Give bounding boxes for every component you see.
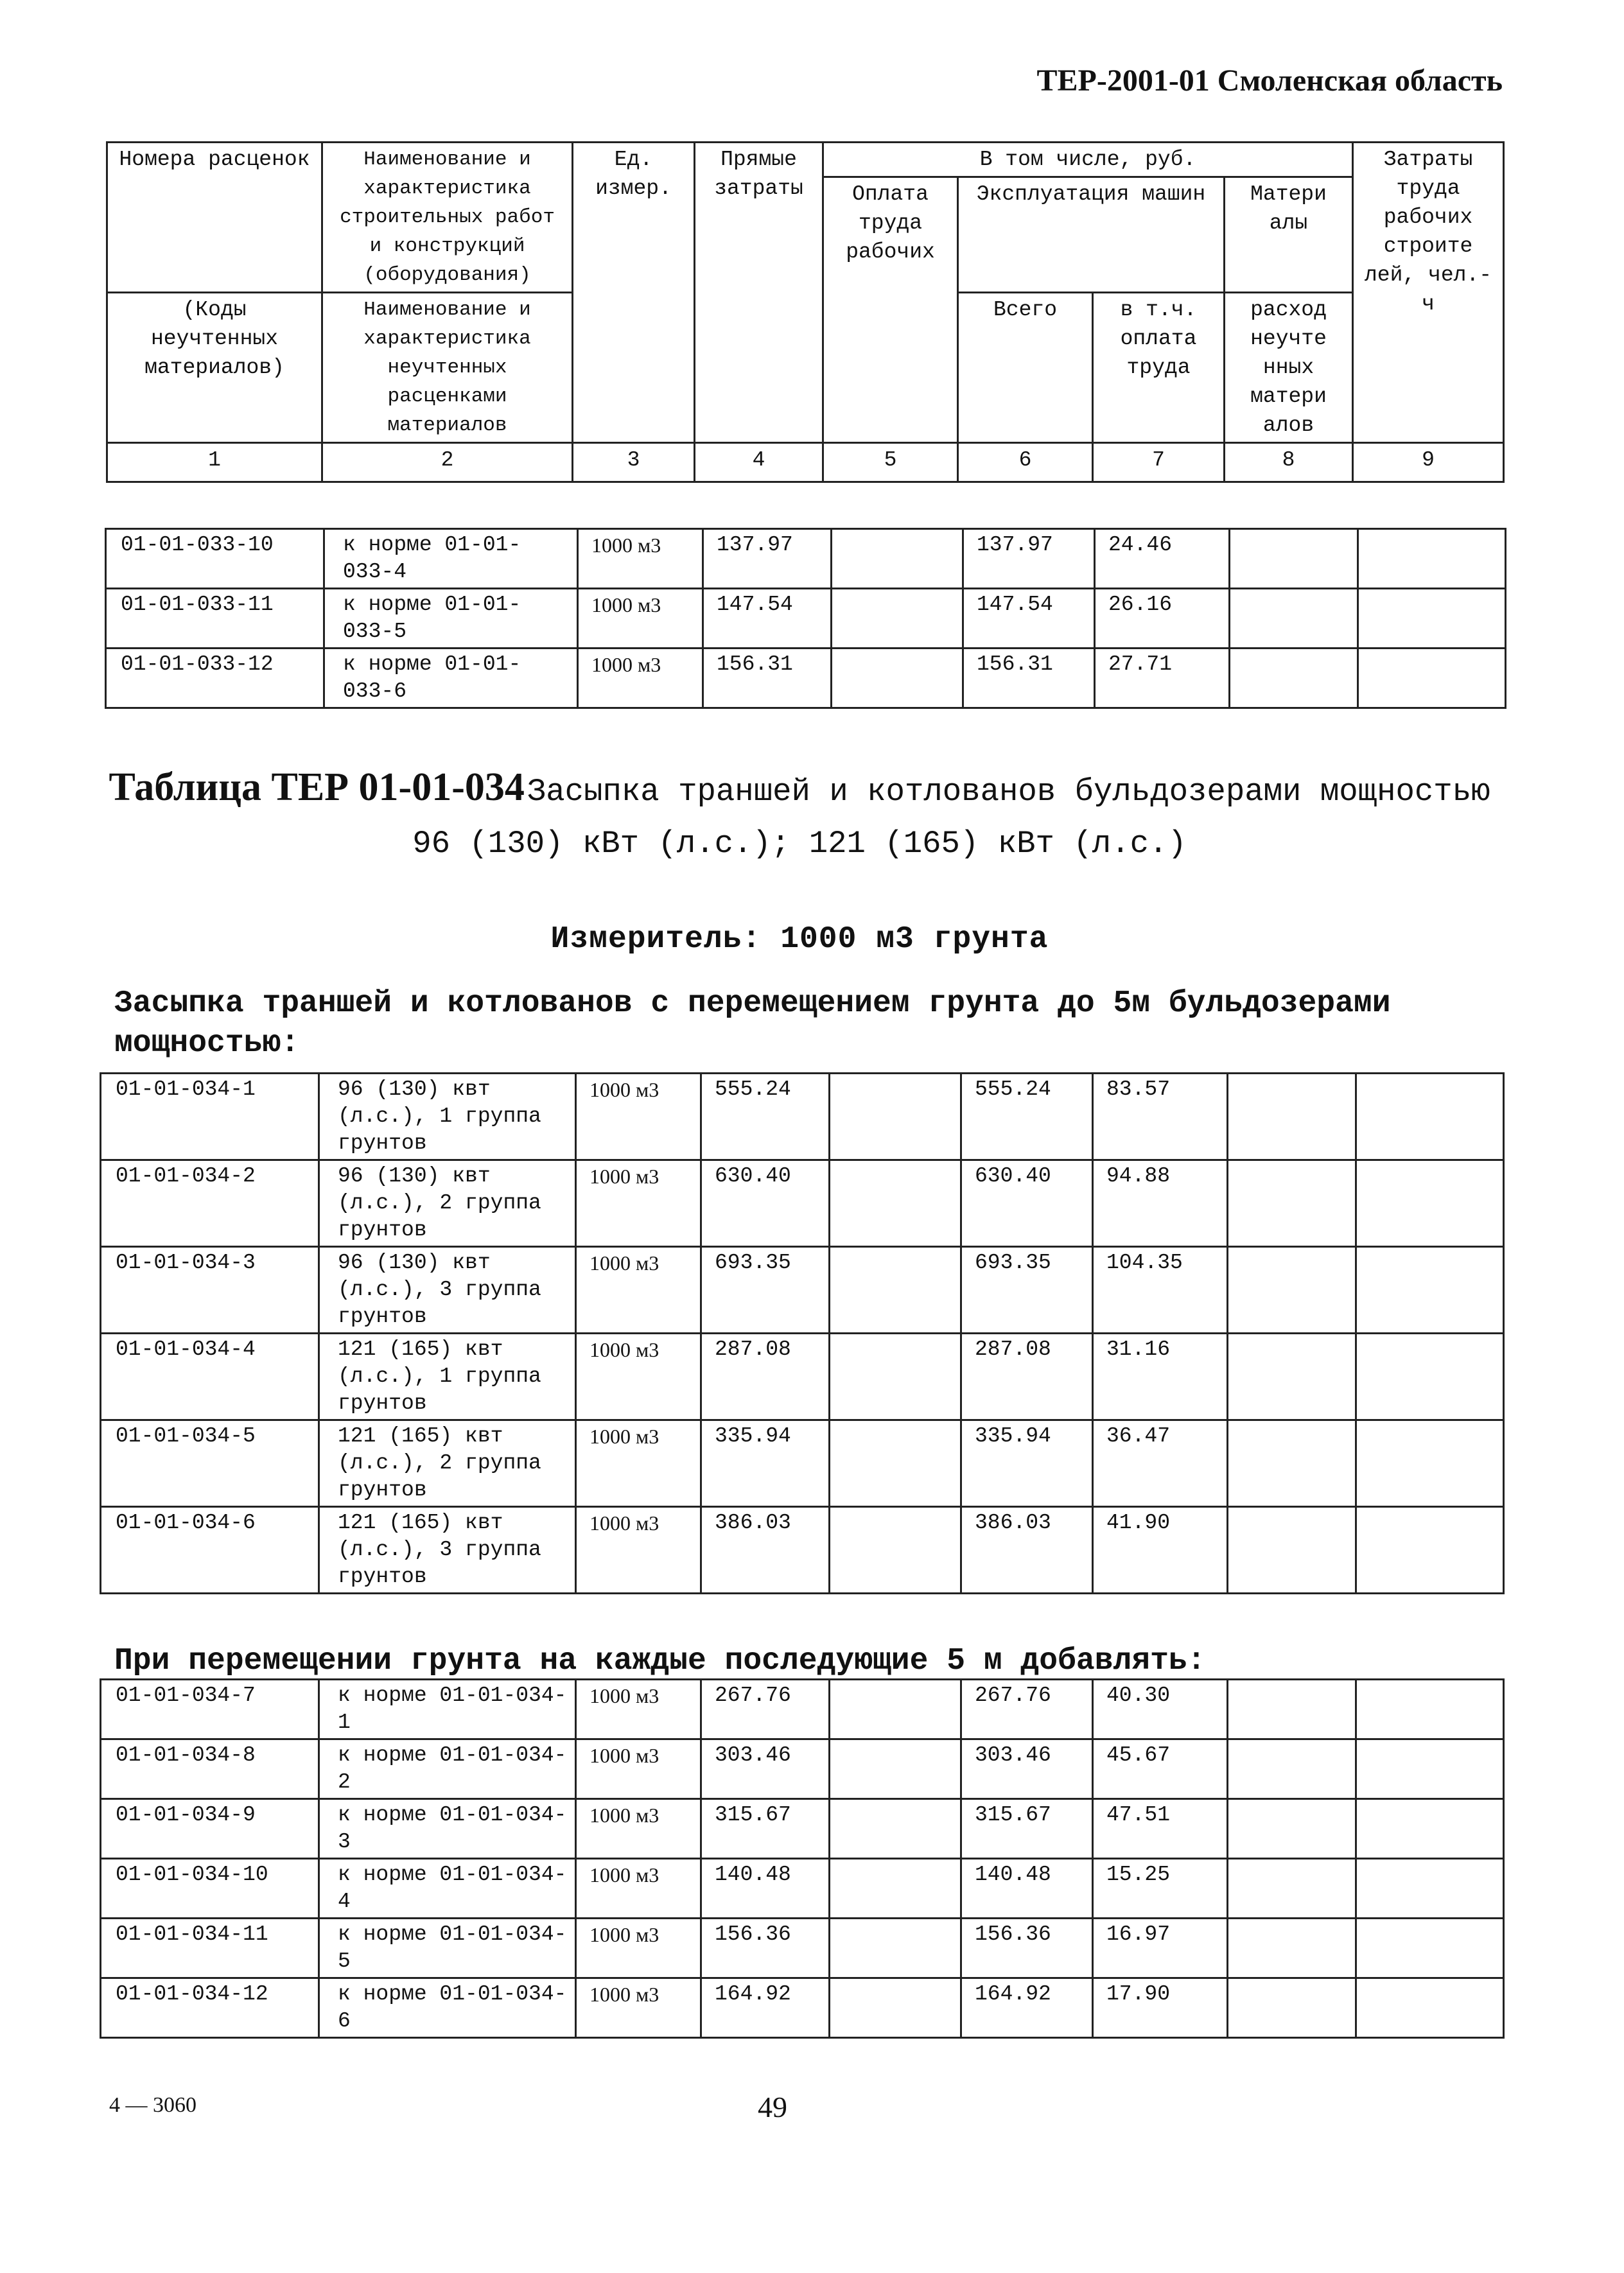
rate-labor-hours <box>1356 1420 1504 1507</box>
col-number: 7 <box>1093 443 1225 482</box>
rate-name: к норме 01-01-033-5 <box>324 589 578 649</box>
rate-labor-hours <box>1356 1978 1504 2038</box>
rate-direct-cost: 140.48 <box>701 1859 830 1919</box>
rate-direct-cost: 164.92 <box>701 1978 830 2038</box>
rate-machine-cost: 303.46 <box>961 1739 1093 1799</box>
rate-unit: 1000 м3 <box>576 1074 701 1160</box>
col-number: 9 <box>1353 443 1504 482</box>
rate-worker-wages <box>830 1680 961 1739</box>
rate-unit: 1000 м3 <box>576 1680 701 1739</box>
rate-labor-hours <box>1358 649 1506 708</box>
rate-name: к норме 01-01-034-2 <box>319 1739 576 1799</box>
rate-code: 01-01-034-7 <box>101 1680 319 1739</box>
rate-labor-hours <box>1356 1247 1504 1334</box>
rate-direct-cost: 137.97 <box>703 529 832 589</box>
table-row <box>101 1507 1504 1594</box>
rate-name: к норме 01-01-033-4 <box>324 529 578 589</box>
col9-header: Затраты труда рабочих строите лей, чел.-ч <box>1353 143 1504 443</box>
rate-materials <box>1228 1160 1356 1247</box>
rate-name: к норме 01-01-034-4 <box>319 1859 576 1919</box>
rate-unit: 1000 м3 <box>576 1739 701 1799</box>
rate-worker-wages <box>830 1859 961 1919</box>
rate-machine-cost: 156.31 <box>963 649 1095 708</box>
rate-machine-wages: 41.90 <box>1093 1507 1228 1594</box>
rate-unit: 1000 м3 <box>578 649 703 708</box>
rate-direct-cost: 287.08 <box>701 1334 830 1420</box>
rate-machine-cost: 140.48 <box>961 1859 1093 1919</box>
column-header-table <box>106 141 1505 483</box>
table-row <box>101 1739 1504 1799</box>
rate-materials <box>1230 589 1358 649</box>
col-number: 4 <box>695 443 823 482</box>
col-number: 1 <box>107 443 322 482</box>
rate-labor-hours <box>1356 1680 1504 1739</box>
rate-worker-wages <box>830 1507 961 1594</box>
rate-code: 01-01-034-5 <box>101 1420 319 1507</box>
rate-unit: 1000 м3 <box>576 1507 701 1594</box>
rate-materials <box>1228 1978 1356 2038</box>
col8-header-top: Матери алы <box>1225 177 1353 293</box>
rate-machine-wages: 24.46 <box>1095 529 1230 589</box>
table-row <box>101 1859 1504 1919</box>
rate-machine-wages: 47.51 <box>1093 1799 1228 1859</box>
rate-machine-cost: 164.92 <box>961 1978 1093 2038</box>
rates-table-section1 <box>100 1072 1505 1594</box>
rate-direct-cost: 335.94 <box>701 1420 830 1507</box>
col4-header: Прямые затраты <box>695 143 823 443</box>
rate-machine-wages: 15.25 <box>1093 1859 1228 1919</box>
rate-direct-cost: 267.76 <box>701 1680 830 1739</box>
rate-materials <box>1230 529 1358 589</box>
rate-unit: 1000 м3 <box>576 1978 701 2038</box>
rate-materials <box>1230 649 1358 708</box>
rate-direct-cost: 303.46 <box>701 1739 830 1799</box>
footer-code: 4 — 3060 <box>109 2093 196 2117</box>
rate-worker-wages <box>830 1420 961 1507</box>
table-row <box>106 589 1506 649</box>
rate-worker-wages <box>832 649 963 708</box>
rate-name: 96 (130) квт (л.с.), 1 группа грунтов <box>319 1074 576 1160</box>
rate-machine-cost: 287.08 <box>961 1334 1093 1420</box>
rate-labor-hours <box>1356 1799 1504 1859</box>
table-row <box>101 1799 1504 1859</box>
rate-direct-cost: 147.54 <box>703 589 832 649</box>
rate-name: 96 (130) квт (л.с.), 3 группа грунтов <box>319 1247 576 1334</box>
rate-machine-wages: 94.88 <box>1093 1160 1228 1247</box>
rate-code: 01-01-034-1 <box>101 1074 319 1160</box>
rate-materials <box>1228 1420 1356 1507</box>
rate-direct-cost: 386.03 <box>701 1507 830 1594</box>
table-row <box>101 1247 1504 1334</box>
rate-labor-hours <box>1356 1507 1504 1594</box>
rate-code: 01-01-033-12 <box>106 649 324 708</box>
table-row <box>106 649 1506 708</box>
col8-header-bottom: расход неучте нных матери алов <box>1225 293 1353 443</box>
rate-unit: 1000 м3 <box>576 1420 701 1507</box>
rate-name: 121 (165) квт (л.с.), 1 группа грунтов <box>319 1334 576 1420</box>
rate-code: 01-01-033-11 <box>106 589 324 649</box>
rate-machine-cost: 147.54 <box>963 589 1095 649</box>
table-title-description: Засыпка траншей и котлованов бульдозерами мощностью 96 (130) кВт (л.с.); 121 (165) кВт (л.с.) <box>412 774 1490 862</box>
rate-machine-wages: 17.90 <box>1093 1978 1228 2038</box>
table-row <box>101 1160 1504 1247</box>
measurer: Измеритель: 1000 м3 грунта <box>550 922 1049 957</box>
rate-labor-hours <box>1358 589 1506 649</box>
rate-machine-cost: 555.24 <box>961 1074 1093 1160</box>
rates-table-section2 <box>100 1678 1505 2039</box>
rate-worker-wages <box>830 1739 961 1799</box>
rate-materials <box>1228 1247 1356 1334</box>
rate-machine-wages: 40.30 <box>1093 1680 1228 1739</box>
table-row <box>101 1074 1504 1160</box>
table-row <box>101 1680 1504 1739</box>
rate-labor-hours <box>1358 529 1506 589</box>
rate-machine-cost: 315.67 <box>961 1799 1093 1859</box>
rate-materials <box>1228 1507 1356 1594</box>
rate-code: 01-01-034-4 <box>101 1334 319 1420</box>
col-number: 3 <box>573 443 695 482</box>
rate-unit: 1000 м3 <box>576 1919 701 1978</box>
rate-unit: 1000 м3 <box>576 1799 701 1859</box>
rate-direct-cost: 315.67 <box>701 1799 830 1859</box>
col1-header-top: Номера расценок <box>107 143 322 293</box>
col5-header: Оплата труда рабочих <box>823 177 958 443</box>
col2-header-bottom: Наименование и характеристика неучтенных расценками материалов <box>322 293 573 443</box>
rate-name: 121 (165) квт (л.с.), 3 группа грунтов <box>319 1507 576 1594</box>
col3-header: Ед. измер. <box>573 143 695 443</box>
rate-materials <box>1228 1919 1356 1978</box>
rate-worker-wages <box>832 589 963 649</box>
rate-labor-hours <box>1356 1859 1504 1919</box>
rate-direct-cost: 630.40 <box>701 1160 830 1247</box>
page-number: 49 <box>758 2091 787 2123</box>
rate-name: к норме 01-01-034-3 <box>319 1799 576 1859</box>
col2-header-top: Наименование и характеристика строительных работ и конструкций (оборудования) <box>322 143 573 293</box>
rates-table-prev <box>105 528 1506 709</box>
rate-materials <box>1228 1799 1356 1859</box>
rate-machine-cost: 630.40 <box>961 1160 1093 1247</box>
rate-name: 96 (130) квт (л.с.), 2 группа грунтов <box>319 1160 576 1247</box>
rate-materials <box>1228 1074 1356 1160</box>
rate-code: 01-01-034-3 <box>101 1247 319 1334</box>
col-number: 5 <box>823 443 958 482</box>
col-number: 2 <box>322 443 573 482</box>
table-row <box>101 1919 1504 1978</box>
rate-unit: 1000 м3 <box>576 1859 701 1919</box>
rate-code: 01-01-034-9 <box>101 1799 319 1859</box>
table-row <box>101 1334 1504 1420</box>
rate-direct-cost: 693.35 <box>701 1247 830 1334</box>
rate-code: 01-01-034-2 <box>101 1160 319 1247</box>
col-number: 8 <box>1225 443 1353 482</box>
rate-unit: 1000 м3 <box>576 1334 701 1420</box>
rate-worker-wages <box>830 1799 961 1859</box>
table-title-label: Таблица ТЕР 01-01-034 <box>109 765 525 809</box>
rate-machine-wages: 16.97 <box>1093 1919 1228 1978</box>
rate-unit: 1000 м3 <box>576 1160 701 1247</box>
col6-header: Всего <box>958 293 1093 443</box>
rate-unit: 1000 м3 <box>578 589 703 649</box>
rate-worker-wages <box>830 1334 961 1420</box>
rate-code: 01-01-034-10 <box>101 1859 319 1919</box>
rate-direct-cost: 555.24 <box>701 1074 830 1160</box>
rate-machine-wages: 36.47 <box>1093 1420 1228 1507</box>
group-header: В том числе, руб. <box>823 143 1353 177</box>
rate-worker-wages <box>830 1919 961 1978</box>
rate-materials <box>1228 1680 1356 1739</box>
rate-machine-wages: 104.35 <box>1093 1247 1228 1334</box>
rate-worker-wages <box>830 1247 961 1334</box>
table-row <box>101 1420 1504 1507</box>
rate-direct-cost: 156.36 <box>701 1919 830 1978</box>
col7-header: в т.ч. оплата труда <box>1093 293 1225 443</box>
rate-machine-cost: 137.97 <box>963 529 1095 589</box>
col1-header-bottom: (Коды неучтенных материалов) <box>107 293 322 443</box>
rate-machine-cost: 267.76 <box>961 1680 1093 1739</box>
rate-machine-cost: 156.36 <box>961 1919 1093 1978</box>
rate-machine-wages: 83.57 <box>1093 1074 1228 1160</box>
rate-materials <box>1228 1859 1356 1919</box>
rate-code: 01-01-034-12 <box>101 1978 319 2038</box>
section2-title: При перемещении грунта на каждые последующие 5 м добавлять: <box>114 1644 1206 1678</box>
rate-machine-cost: 386.03 <box>961 1507 1093 1594</box>
rate-labor-hours <box>1356 1160 1504 1247</box>
section1-title: Засыпка траншей и котлованов с перемещением грунта до 5м бульдозерами мощностью: <box>114 986 1391 1061</box>
rate-machine-wages: 31.16 <box>1093 1334 1228 1420</box>
col-number: 6 <box>958 443 1093 482</box>
rate-worker-wages <box>832 529 963 589</box>
page-header: ТЕР-2001-01 Смоленская область <box>1036 64 1503 98</box>
machines-header: Эксплуатация машин <box>958 177 1225 293</box>
rate-machine-wages: 26.16 <box>1095 589 1230 649</box>
rate-worker-wages <box>830 1074 961 1160</box>
rate-machine-wages: 45.67 <box>1093 1739 1228 1799</box>
rate-materials <box>1228 1739 1356 1799</box>
rate-worker-wages <box>830 1160 961 1247</box>
rate-labor-hours <box>1356 1739 1504 1799</box>
rate-machine-wages: 27.71 <box>1095 649 1230 708</box>
rate-unit: 1000 м3 <box>576 1247 701 1334</box>
rate-machine-cost: 335.94 <box>961 1420 1093 1507</box>
rate-code: 01-01-033-10 <box>106 529 324 589</box>
rate-code: 01-01-034-11 <box>101 1919 319 1978</box>
table-row <box>106 529 1506 589</box>
table-row <box>101 1978 1504 2038</box>
rate-name: к норме 01-01-034-6 <box>319 1978 576 2038</box>
rate-name: 121 (165) квт (л.с.), 2 группа грунтов <box>319 1420 576 1507</box>
rate-code: 01-01-034-8 <box>101 1739 319 1799</box>
table-title <box>96 764 1503 873</box>
rate-materials <box>1228 1334 1356 1420</box>
rate-name: к норме 01-01-034-5 <box>319 1919 576 1978</box>
rate-name: к норме 01-01-034-1 <box>319 1680 576 1739</box>
rate-name: к норме 01-01-033-6 <box>324 649 578 708</box>
rate-worker-wages <box>830 1978 961 2038</box>
rate-machine-cost: 693.35 <box>961 1247 1093 1334</box>
rate-unit: 1000 м3 <box>578 529 703 589</box>
rate-labor-hours <box>1356 1334 1504 1420</box>
rate-labor-hours <box>1356 1074 1504 1160</box>
rate-direct-cost: 156.31 <box>703 649 832 708</box>
rate-labor-hours <box>1356 1919 1504 1978</box>
rate-code: 01-01-034-6 <box>101 1507 319 1594</box>
